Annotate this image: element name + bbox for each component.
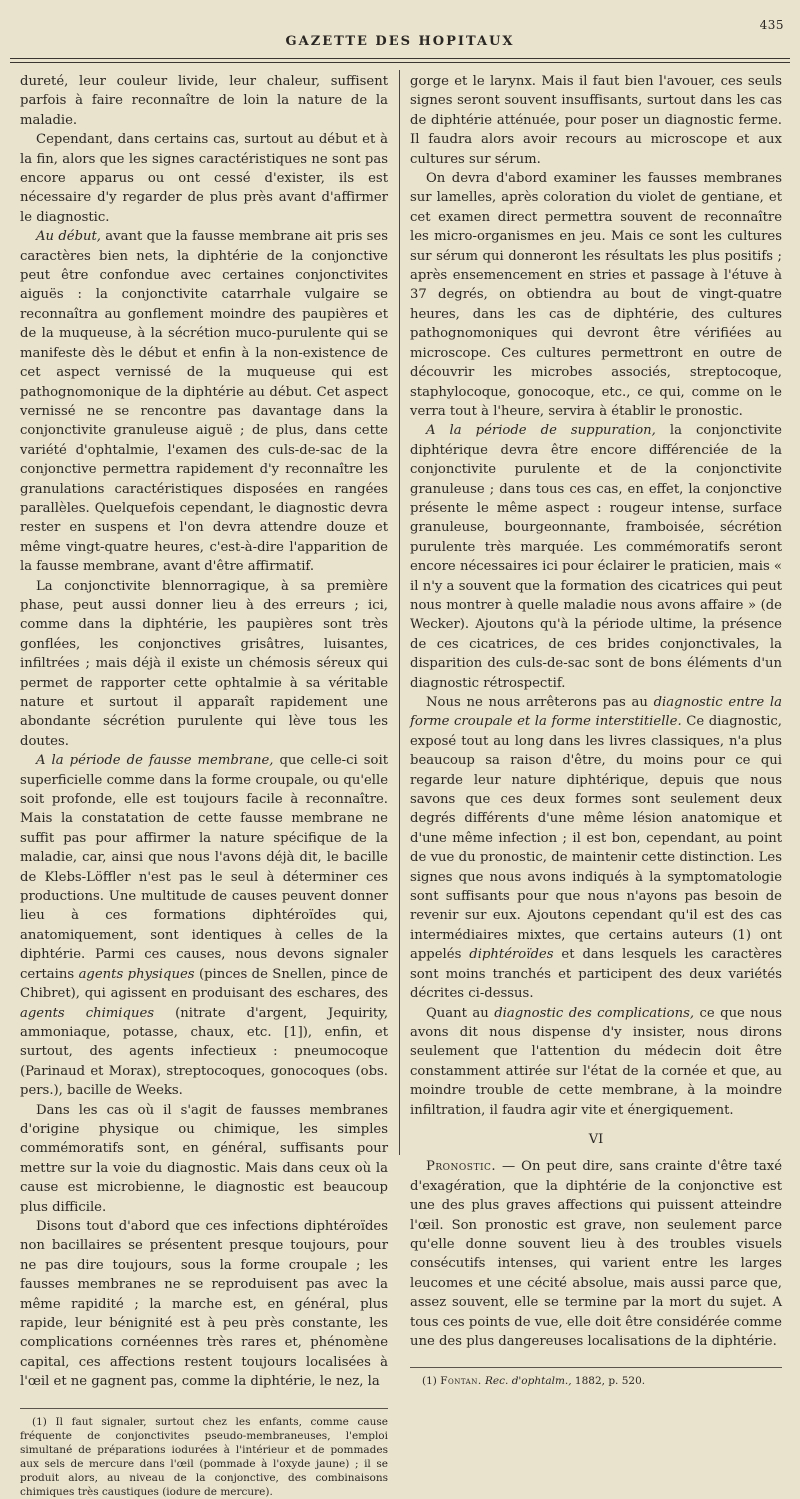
footnotes — [20, 1408, 388, 1499]
left-column — [20, 72, 388, 1499]
paragraph: Quant au diagnostic des complications, ce que nous avons dit nous dispense d'y insister, nous dirons seulement que l'attention du médecin doit être constamment attirée sur l'état de la cornée et que, au moindre trouble de cette membrane, à la moindre infiltration, il faudra agir vite et énergiquement. — [410, 1005, 782, 1118]
header-rule-thin — [10, 62, 790, 63]
footnote: (1) Il faut signaler, surtout chez les enfants, comme cause fréquente de conjonctivites pseudo-membraneuses, l'emploi simultané de préparations iodurées à l'intérieur et de pommades aux sels de mercure dans l'œil (pommade à l'oxyde jaune) ; il se produit alors, au niveau de la conjonctive, des combinaisons chimiques très caustiques (iodure de mercure). — [20, 1415, 388, 1498]
paragraph: A la période de fausse membrane, que celle-ci soit superficielle comme dans la forme croupale, ou qu'elle soit profonde, elle est toujours facile à reconnaître. Mais la constatation de cette fausse membrane ne suffit pas pour affirmer la nature spécifique de la maladie, car, ainsi que nous l'avons déjà dit, le bacille de Klebs-Löffler n'est pas le seul à déterminer ces productions. Une multitude de causes peuvent donner lieu à ces formations diphtéroïdes qui, anatomiquement, sont identiques à celles de la diphtérie. Parmi ces causes, nous devons signaler certains agents physiques (pinces de Snellen, pince de Chibret), qui agissent en produisant des eschares, des agents chimiques (nitrate d'argent, Jequirity, ammoniaque, potasse, chaux, etc. [1]), enfin, et surtout, des agents infectieux : pneumocoque (Parinaud et Morax), streptocoques, gonocoques (obs. pers.), bacille de Weeks. — [20, 753, 389, 1099]
page-header — [10, 14, 790, 54]
right-column — [410, 72, 782, 1388]
section-number: VI — [588, 1131, 604, 1147]
page-number: 435 — [759, 18, 784, 32]
paragraph: Dans les cas où il s'agit de fausses membranes d'origine physique ou chimique, les simples commémoratifs sont, en général, suffisants pour mettre sur la voie du diagnostic. Mais dans ceux où la cause est microbienne, le diagnostic est beaucoup plus difficile. — [20, 1102, 388, 1215]
footnotes — [410, 1367, 782, 1388]
paragraph: A la période de suppuration, la conjonctivite diphtérique devra être encore différenciée de la conjonctivite purulente et de la conjonctivite granuleuse ; dans tous ces cas, en effet, la conjonctive présente le même aspect : rougeur intense, surface granuleuse, bourgeonnante, framboisée, sécrétion purulente très marquée. Les commémoratifs seront encore nécessaires ici pour éclairer le praticien, mais « il n'y a souvent que la formation des cicatrices qui peut nous montrer à quelle maladie nous avons affaire » (de Wecker). Ajoutons qu'à la période ultime, la présence de ces cicatrices, de ces brides conjonctivales, la disparition des culs-de-sac sont de bons éléments d'un diagnostic rétrospectif. — [410, 423, 782, 691]
paragraph: dureté, leur couleur livide, leur chaleur, suffisent parfois à faire reconnaître de loin la nature de la maladie. — [20, 74, 388, 128]
paragraph: Nous ne nous arrêterons pas au diagnostic entre la forme croupale et la forme interstitielle. Ce diagnostic, exposé tout au long dans les livres classiques, n'a plus beaucoup sa raison d'être, du moins pour ce qui regarde leur nature diphtérique, depuis que nous savons que ces deux formes sont seulement deux degrés différents d'une même lésion anatomique et d'une même infection ; il est bon, cependant, au point de vue du pronostic, de maintenir cette distinction. Les signes que nous avons indiqués à la symptomatologie sont suffisants pour que nous n'ayons pas besoin de revenir sur eux. Ajoutons cependant qu'il est des cas intermédiaires mixtes, que certains auteurs (1) ont appelés diphtéroïdes et dans lesquels les caractères sont moins tranchés et participent des deux variétés décrites ci-dessus. — [410, 695, 782, 1002]
section-lead: Pronostic. — [426, 1159, 497, 1175]
italic-lead: Au début, — [36, 229, 101, 245]
paragraph: On devra d'abord examiner les fausses membranes sur lamelles, après coloration du violet de gentiane, et cet examen direct permettra souvent de reconnaître les micro-organismes en jeu. Mais ce sont les cultures sur sérum qui donneront les résultats les plus positifs ; après ensemencement en stries et passage à l'étuve à 37 degrés, on obtiendra au bout de vingt-quatre heures, dans les cas de diphtérie, des cultures pathognomoniques qui devront être vérifiées au microscope. Ces cultures permettront en outre de découvrir les microbes associés, streptocoque, staphylocoque, gonocoque, etc., ce qui, comme on le verra tout à l'heure, servira à établir le pronostic. — [410, 171, 782, 419]
paragraph: gorge et le larynx. Mais il faut bien l'avouer, ces seuls signes seront souvent insuffisants, surtout dans les cas de diphtérie atténuée, pour poser un diagnostic ferme. Il faudra alors avoir recours au microscope et aux cultures sur sérum. — [410, 74, 782, 167]
column-divider — [399, 70, 400, 1155]
paragraph: Au début, avant que la fausse membrane ait pris ses caractères bien nets, la diphtérie de la conjonctive peut être confondue avec certaines conjonctivites aiguës : la conjonctivite catarrhale vulgaire se reconnaîtra au gonflement moindre des paupières et de la muqueuse, à la sécrétion muco-purulente qui se manifeste dès le début et enfin à la non-existence de cet aspect vernissé de la muqueuse qui est pathognomonique de la diphtérie au début. Cet aspect vernissé ne se rencontre pas davantage dans la conjonctivite granuleuse aiguë ; de plus, dans cette variété d'ophtalmie, l'examen des culs-de-sac de la conjonctive permettra rapidement d'y reconnaître les granulations caractéristiques disposées en rangées parallèles. Quelquefois cependant, le diagnostic devra rester en suspens et l'on devra attendre douze et même vingt-quatre heures, c'est-à-dire l'apparition de la fausse membrane, avant d'être affirmatif. — [20, 229, 388, 575]
paragraph: Cependant, dans certains cas, surtout au début et à la fin, alors que les signes caractéristiques ne sont pas encore apparus ou ont cessé d'exister, ils est nécessaire d'y regarder de plus près avant d'affirmer le diagnostic. — [20, 132, 388, 225]
paragraph: La conjonctivite blennorragique, à sa première phase, peut aussi donner lieu à des erreurs ; ici, comme dans la diphtérie, les paupières sont très gonflées, les conjonctives grisâtres, luisantes, infiltrées ; mais déjà il existe un chémosis séreux qui permet de rapporter cette ophtalmie à sa véritable nature et surtout il apparaît rapidement une abondante sécrétion purulente qui lève tous les doutes. — [20, 578, 388, 749]
italic-lead: A la période de fausse membrane, — [36, 753, 274, 769]
italic-lead: A la période de suppuration, — [426, 423, 656, 439]
footnote: (1) Fontan. Rec. d'ophtalm., 1882, p. 520. — [422, 1375, 646, 1388]
header-rule — [10, 58, 790, 59]
journal-title: GAZETTE DES HOPITAUX — [285, 34, 515, 49]
paragraph: Disons tout d'abord que ces infections diphtéroïdes non bacillaires se présentent presque toujours, pour ne pas dire toujours, sous la forme croupale ; les fausses membranes ne se reproduisent pas avec la même rapidité ; la marche est, en général, plus rapide, leur bénignité est à peu près constante, les complications cornéennes très rares et, phénomène capital, ces affections restent toujours localisées à l'œil et ne gagnent pas, comme la diphtérie, le nez, la — [20, 1218, 388, 1390]
paragraph: Pronostic. — On peut dire, sans crainte d'être taxé d'exagération, que la diphtérie de la conjonctive est une des plus graves affections qui puissent atteindre l'œil. Son pronostic est grave, non seulement parce qu'elle donne souvent lieu à des troubles visuels consécutifs intenses, qui varient entre les larges leucomes et une cécité absolue, mais aussi parce que, assez souvent, elle se termine par la mort du sujet. A tous ces points de vue, elle doit être considérée comme une des plus dangereuses localisations de la diphtérie. — [410, 1159, 782, 1349]
